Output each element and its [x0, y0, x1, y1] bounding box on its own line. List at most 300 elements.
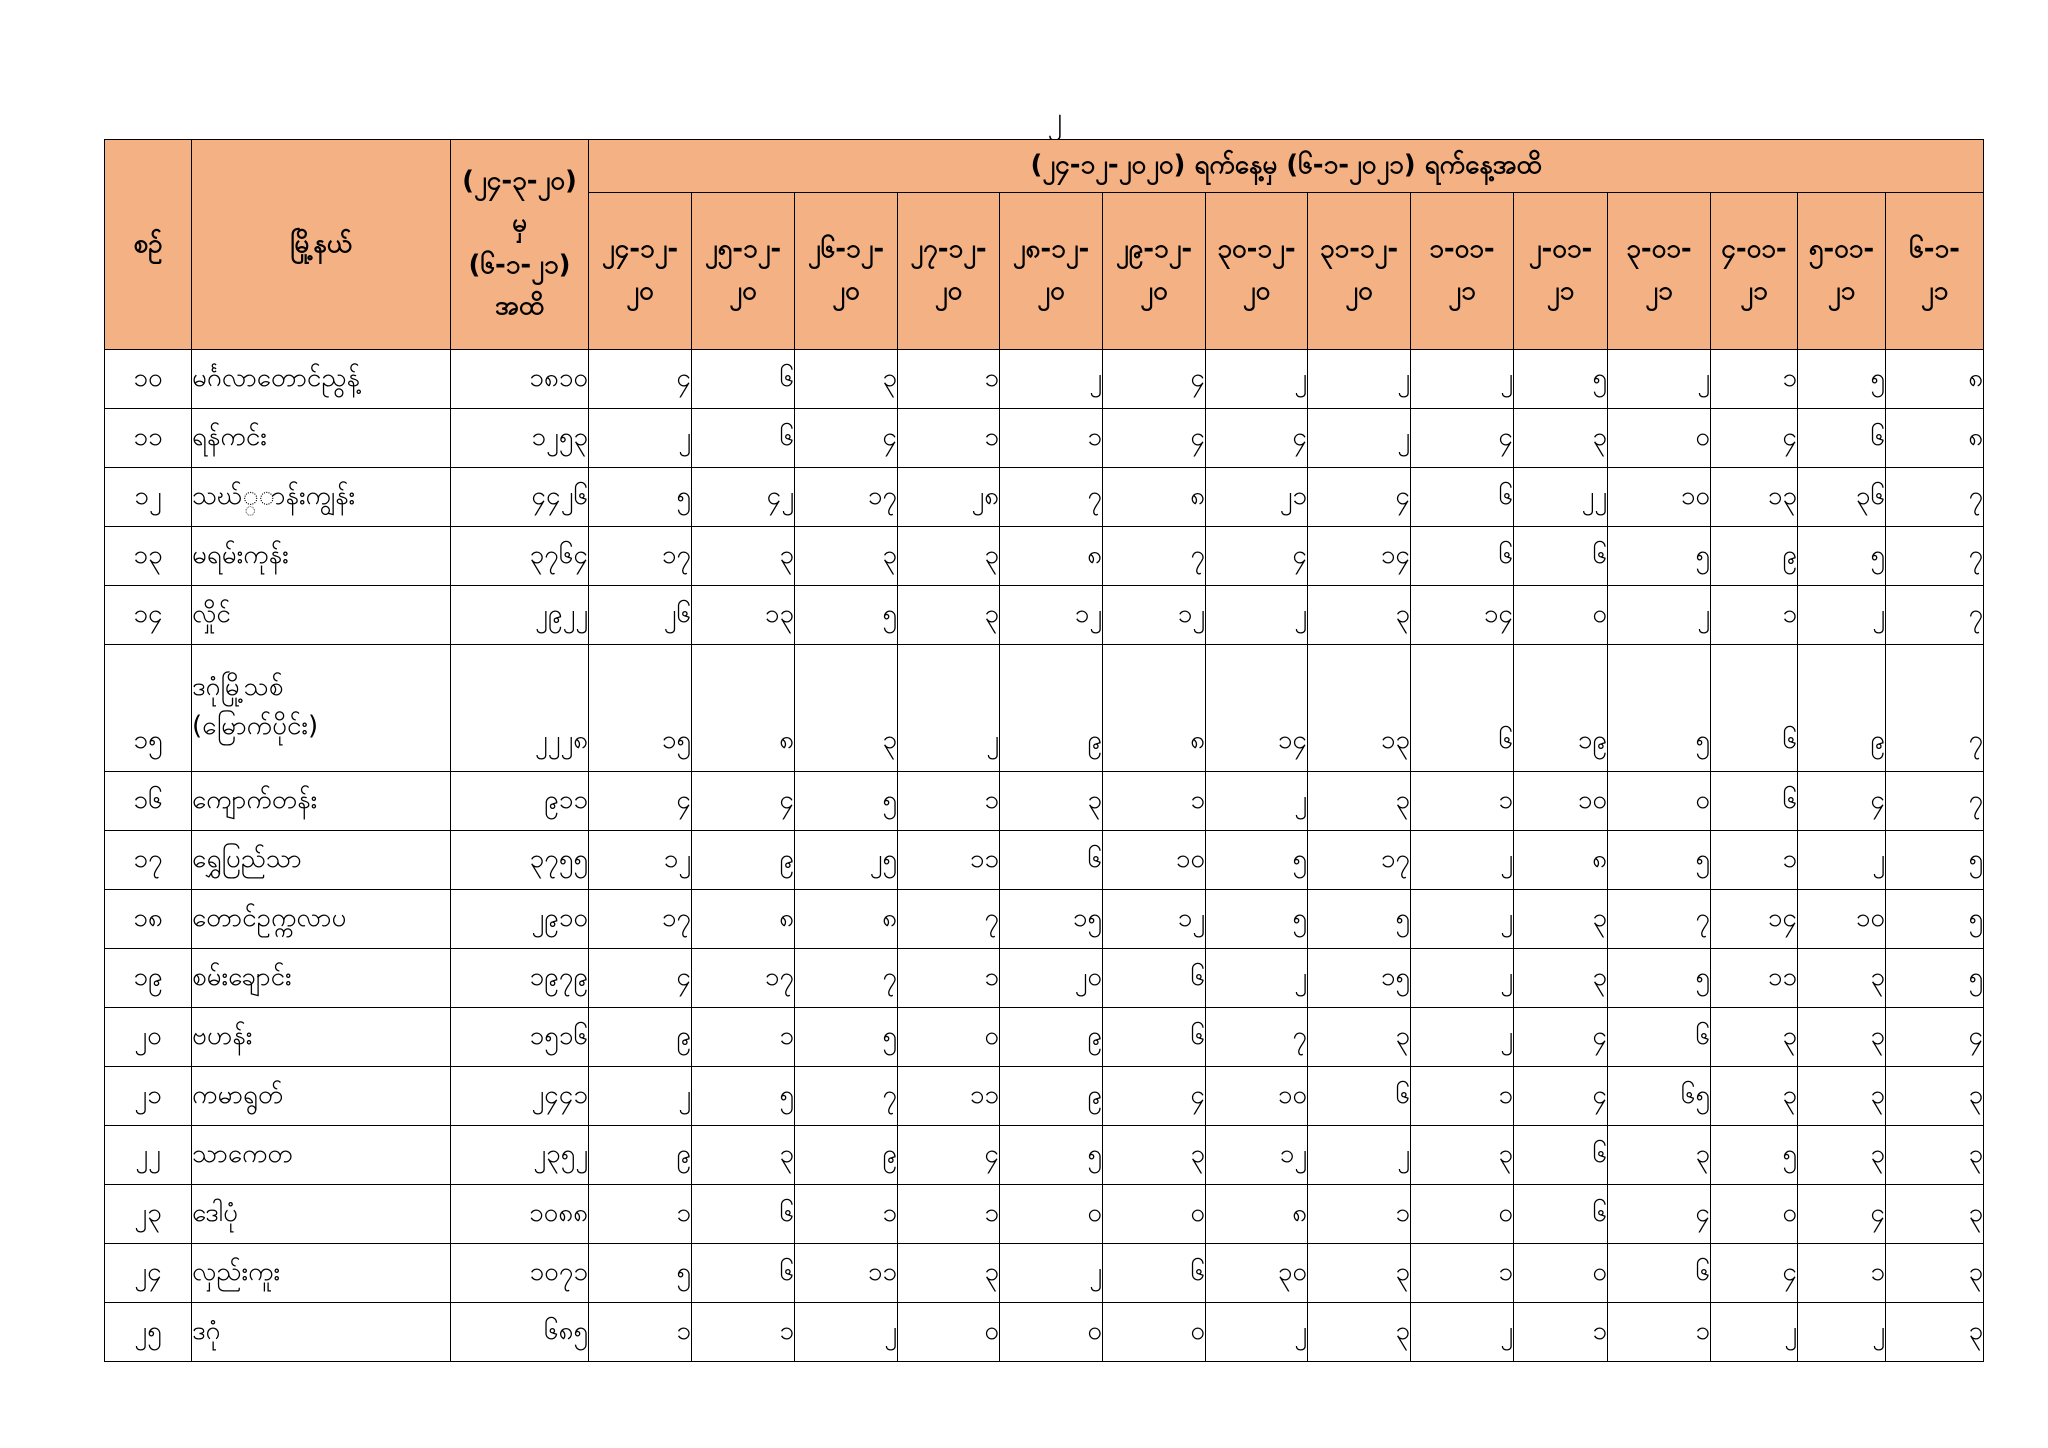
serial-cell: ၁၃	[105, 527, 192, 586]
daily-count-cell: ၁	[898, 949, 1000, 1008]
header-date-line2: ၂၁	[1645, 276, 1673, 306]
total-cell: ၂၉၁၀	[451, 890, 589, 949]
serial-cell: ၁၅	[105, 645, 192, 772]
daily-count-cell: ၅	[1608, 645, 1711, 772]
daily-count-cell: ၉	[692, 831, 795, 890]
header-date-line1: ၃-၀၁-	[1626, 234, 1692, 265]
daily-count-cell: ၁	[898, 350, 1000, 409]
daily-count-cell: ၂	[795, 1303, 898, 1362]
daily-count-cell: ၃	[1711, 1008, 1798, 1067]
daily-count-cell: ၃	[1308, 772, 1411, 831]
header-serial: စဉ်	[105, 140, 192, 350]
total-cell: ၄၄၂၆	[451, 468, 589, 527]
header-date	[589, 193, 692, 350]
daily-count-cell: ၃	[1308, 1244, 1411, 1303]
header-date-line1: ၁-၀၁-	[1429, 234, 1495, 265]
table-row	[105, 1244, 1984, 1303]
header-date-line1: ၄-၀၁-	[1721, 234, 1787, 265]
township-name-line: (မြောက်ပိုင်း)	[192, 711, 319, 741]
daily-count-cell: ၂	[1206, 949, 1308, 1008]
daily-count-cell: ၃	[1514, 949, 1608, 1008]
header-date-line2: ၂၁	[1920, 276, 1949, 306]
township-name-line: ကျောက်တန်း	[192, 784, 318, 815]
serial-cell: ၂၅	[105, 1303, 192, 1362]
daily-count-cell: ၀	[1411, 1185, 1514, 1244]
daily-count-cell: ၁၀	[1103, 831, 1206, 890]
daily-count-cell: ၂	[1411, 350, 1514, 409]
total-cell: ၁၂၅၃	[451, 409, 589, 468]
table-row	[105, 468, 1984, 527]
township-cell	[192, 1008, 451, 1067]
daily-count-cell: ၄	[589, 949, 692, 1008]
daily-count-cell: ၆	[692, 409, 795, 468]
daily-count-cell: ၄	[589, 350, 692, 409]
daily-count-cell: ၃	[1886, 1185, 1984, 1244]
township-cell	[192, 949, 451, 1008]
daily-count-cell: ၈	[1206, 1185, 1308, 1244]
header-date-line1: ၂၆-၁၂-	[807, 234, 885, 265]
daily-count-cell: ၁၂	[1000, 586, 1103, 645]
daily-count-cell: ၁၀	[1514, 772, 1608, 831]
daily-count-cell: ၂	[1206, 586, 1308, 645]
header-date	[1514, 193, 1608, 350]
daily-count-cell: ၆၅	[1608, 1067, 1711, 1126]
daily-count-cell: ၉	[1798, 645, 1886, 772]
table-body	[105, 350, 1984, 1362]
daily-count-cell: ၅	[1000, 1126, 1103, 1185]
header-date-line2: ၂၁	[1827, 276, 1856, 306]
serial-cell: ၂၀	[105, 1008, 192, 1067]
daily-count-cell: ၃	[1514, 409, 1608, 468]
township-cell	[192, 772, 451, 831]
header-date-line1: ၅-၀၁-	[1808, 234, 1875, 265]
daily-count-cell: ၀	[1711, 1185, 1798, 1244]
daily-count-cell: ၆	[1798, 409, 1886, 468]
daily-count-cell: ၁	[692, 1303, 795, 1362]
serial-cell: ၂၃	[105, 1185, 192, 1244]
daily-count-cell: ၃	[898, 1244, 1000, 1303]
daily-count-cell: ၈	[1886, 350, 1984, 409]
header-date	[1206, 193, 1308, 350]
daily-count-cell: ၃	[1798, 1008, 1886, 1067]
daily-count-cell: ၃	[1000, 772, 1103, 831]
header-date-line2: ၂၀	[1140, 276, 1168, 306]
daily-count-cell: ၈	[1886, 409, 1984, 468]
daily-count-cell: ၅	[1886, 831, 1984, 890]
daily-count-cell: ၁၅	[589, 645, 692, 772]
daily-count-cell: ၅	[1711, 1126, 1798, 1185]
daily-count-cell: ၂	[1798, 586, 1886, 645]
table-row	[105, 586, 1984, 645]
table-row	[105, 409, 1984, 468]
daily-count-cell: ၂၅	[795, 831, 898, 890]
total-cell: ၂၉၂၂	[451, 586, 589, 645]
total-cell: ၂၄၄၁	[451, 1067, 589, 1126]
township-cell	[192, 1244, 451, 1303]
daily-count-cell: ၆	[1514, 527, 1608, 586]
daily-count-cell: ၆	[1608, 1008, 1711, 1067]
serial-cell: ၂၄	[105, 1244, 192, 1303]
township-cell	[192, 586, 451, 645]
daily-count-cell: ၃	[1798, 1126, 1886, 1185]
daily-count-cell: ၁၄	[1206, 645, 1308, 772]
daily-count-cell: ၁	[898, 1185, 1000, 1244]
daily-count-cell: ၈	[1103, 645, 1206, 772]
township-cell	[192, 1303, 451, 1362]
daily-count-cell: ၉	[589, 1008, 692, 1067]
daily-count-cell: ၆	[1411, 468, 1514, 527]
daily-count-cell: ၄	[1308, 468, 1411, 527]
header-date-line1: ၂၅-၁၂-	[704, 234, 782, 265]
daily-count-cell: ၄	[1711, 1244, 1798, 1303]
daily-count-cell: ၂	[1206, 772, 1308, 831]
township-name-line: တောင်ဥက္ကလာပ	[192, 902, 347, 933]
township-cell	[192, 890, 451, 949]
daily-count-cell: ၁၅	[1000, 890, 1103, 949]
header-date-line2: ၂၀	[626, 276, 654, 306]
daily-count-cell: ၃	[898, 527, 1000, 586]
township-name-line: ရန်ကင်း	[192, 421, 267, 452]
header-date-line1: ၃၀-၁၂-	[1217, 234, 1296, 265]
daily-count-cell: ၂	[1608, 586, 1711, 645]
daily-count-cell: ၉	[1711, 527, 1798, 586]
daily-count-cell: ၇	[1886, 527, 1984, 586]
total-cell: ၁၀၇၁	[451, 1244, 589, 1303]
total-cell: ၆၈၅	[451, 1303, 589, 1362]
daily-count-cell: ၂	[1206, 350, 1308, 409]
header-date-line1: ၃၁-၁၂-	[1319, 234, 1399, 265]
township-cell	[192, 468, 451, 527]
header-date	[1000, 193, 1103, 350]
daily-count-cell: ၂	[1411, 1303, 1514, 1362]
daily-count-cell: ၇	[1608, 890, 1711, 949]
daily-count-cell: ၃	[1514, 890, 1608, 949]
daily-count-cell: ၈	[795, 890, 898, 949]
daily-count-cell: ၄	[589, 772, 692, 831]
total-cell: ၁၅၁၆	[451, 1008, 589, 1067]
daily-count-cell: ၇	[898, 890, 1000, 949]
daily-count-cell: ၁	[1608, 1303, 1711, 1362]
daily-count-cell: ၉	[795, 1126, 898, 1185]
daily-count-cell: ၂၆	[589, 586, 692, 645]
daily-count-cell: ၁	[589, 1303, 692, 1362]
daily-count-cell: ၁၃	[692, 586, 795, 645]
daily-count-cell: ၃	[795, 350, 898, 409]
daily-count-cell: ၁၇	[692, 949, 795, 1008]
daily-count-cell: ၄	[1798, 772, 1886, 831]
daily-count-cell: ၅	[1798, 350, 1886, 409]
header-date	[1411, 193, 1514, 350]
daily-count-cell: ၃	[1886, 1126, 1984, 1185]
daily-count-cell: ၆	[1103, 1008, 1206, 1067]
daily-count-cell: ၀	[1514, 586, 1608, 645]
daily-count-cell: ၆	[1103, 949, 1206, 1008]
daily-count-cell: ၂	[1000, 1244, 1103, 1303]
header-date	[1886, 193, 1984, 350]
total-cell: ၁၈၁၀	[451, 350, 589, 409]
daily-count-cell: ၃	[692, 527, 795, 586]
daily-count-cell: ၃	[1711, 1067, 1798, 1126]
header-date	[1308, 193, 1411, 350]
daily-count-cell: ၃၀	[1206, 1244, 1308, 1303]
table-row	[105, 949, 1984, 1008]
total-cell: ၃၇၅၅	[451, 831, 589, 890]
daily-count-cell: ၁	[589, 1185, 692, 1244]
township-name-line: ဒေါပုံ	[192, 1197, 238, 1228]
daily-count-cell: ၁	[1000, 409, 1103, 468]
daily-count-cell: ၄	[795, 409, 898, 468]
table-row	[105, 890, 1984, 949]
daily-count-cell: ၃	[795, 645, 898, 772]
daily-count-cell: ၂	[1711, 1303, 1798, 1362]
daily-count-cell: ၅	[1608, 949, 1711, 1008]
header-date-line2: ၂၀	[832, 276, 860, 306]
daily-count-cell: ၁၀	[1608, 468, 1711, 527]
daily-count-cell: ၁	[692, 1008, 795, 1067]
township-name-line: မင်္ဂလာတောင်ညွန့်	[192, 362, 360, 393]
daily-count-cell: ၃	[1798, 949, 1886, 1008]
serial-cell: ၁၇	[105, 831, 192, 890]
daily-count-cell: ၄	[1103, 350, 1206, 409]
daily-count-cell: ၀	[1514, 1244, 1608, 1303]
header-date-line2: ၂၀	[934, 276, 963, 306]
daily-count-cell: ၀	[1103, 1303, 1206, 1362]
daily-count-cell: ၁၇	[795, 468, 898, 527]
township-name-line: ရွှေပြည်သာ	[192, 843, 302, 874]
header-date-line2: ၂၀	[1345, 276, 1373, 306]
daily-count-cell: ၂	[1608, 350, 1711, 409]
total-cell: ၁၀၈၈	[451, 1185, 589, 1244]
township-cell	[192, 409, 451, 468]
daily-count-cell: ၅	[1798, 527, 1886, 586]
daily-count-cell: ၄	[898, 1126, 1000, 1185]
serial-cell: ၁၂	[105, 468, 192, 527]
township-name-line: မရမ်းကုန်း	[192, 539, 289, 570]
daily-count-cell: ၆	[1514, 1185, 1608, 1244]
table-row	[105, 772, 1984, 831]
daily-count-cell: ၆	[692, 1244, 795, 1303]
daily-count-cell: ၀	[1608, 772, 1711, 831]
daily-count-cell: ၅	[1308, 890, 1411, 949]
daily-count-cell: ၃	[1608, 1126, 1711, 1185]
daily-count-cell: ၆	[1711, 645, 1798, 772]
daily-count-cell: ၄	[692, 772, 795, 831]
daily-count-cell: ၁၇	[589, 890, 692, 949]
daily-count-cell: ၃	[1886, 1244, 1984, 1303]
township-name-line: သာကေတ	[192, 1138, 293, 1169]
daily-count-cell: ၇	[1103, 527, 1206, 586]
table-header	[105, 140, 1984, 350]
daily-count-cell: ၇	[1000, 468, 1103, 527]
table-row	[105, 527, 1984, 586]
daily-count-cell: ၁၂	[1103, 890, 1206, 949]
header-period	[451, 140, 589, 350]
daily-count-cell: ၀	[1103, 1185, 1206, 1244]
header-date-line1: ၂-၀၁-	[1528, 234, 1593, 265]
header-date	[795, 193, 898, 350]
daily-count-cell: ၀	[1608, 409, 1711, 468]
township-name-line: ဒဂုံမြို့သစ်	[192, 672, 284, 702]
daily-count-cell: ၂	[1308, 350, 1411, 409]
daily-count-cell: ၃	[1103, 1126, 1206, 1185]
table-row	[105, 831, 1984, 890]
daily-count-cell: ၂	[1308, 409, 1411, 468]
daily-count-cell: ၂	[898, 645, 1000, 772]
daily-count-cell: ၁၃	[1711, 468, 1798, 527]
header-date-line2: ၂၁	[1740, 276, 1768, 306]
daily-count-cell: ၁	[1514, 1303, 1608, 1362]
daily-count-cell: ၆	[1103, 1244, 1206, 1303]
daily-count-cell: ၆	[1608, 1244, 1711, 1303]
township-cell	[192, 645, 451, 772]
covid-cases-table	[104, 139, 1984, 1362]
serial-cell: ၁၆	[105, 772, 192, 831]
daily-count-cell: ၆	[1711, 772, 1798, 831]
daily-count-cell: ၄	[1711, 409, 1798, 468]
table-row	[105, 1303, 1984, 1362]
serial-cell: ၁၈	[105, 890, 192, 949]
daily-count-cell: ၇	[1886, 586, 1984, 645]
daily-count-cell: ၁	[1411, 1067, 1514, 1126]
header-daily-span-title: (၂၄-၁၂-၂၀၂၀) ရက်နေ့မှ (၆-၁-၂၀၂၁) ရက်နေ့အထိ	[589, 140, 1984, 193]
header-date	[1103, 193, 1206, 350]
daily-count-cell: ၅	[795, 772, 898, 831]
daily-count-cell: ၃	[1411, 1126, 1514, 1185]
serial-cell: ၂၁	[105, 1067, 192, 1126]
daily-count-cell: ၆	[1308, 1067, 1411, 1126]
daily-count-cell: ၄	[1608, 1185, 1711, 1244]
daily-count-cell: ၄၂	[692, 468, 795, 527]
daily-count-cell: ၃	[1886, 1067, 1984, 1126]
daily-count-cell: ၆	[1000, 831, 1103, 890]
header-date-line2: ၂၀	[729, 276, 757, 306]
daily-count-cell: ၁၄	[1308, 527, 1411, 586]
daily-count-cell: ၅	[1886, 949, 1984, 1008]
township-cell	[192, 350, 451, 409]
daily-count-cell: ၈	[1103, 468, 1206, 527]
township-name-line: ဗဟန်း	[192, 1020, 253, 1051]
daily-count-cell: ၁	[898, 409, 1000, 468]
serial-cell: ၁၁	[105, 409, 192, 468]
header-date-line2: ၂၁	[1448, 276, 1476, 306]
daily-count-cell: ၉	[1000, 645, 1103, 772]
daily-count-cell: ၅	[589, 1244, 692, 1303]
serial-cell: ၁၄	[105, 586, 192, 645]
daily-count-cell: ၄	[1103, 1067, 1206, 1126]
daily-count-cell: ၂	[1206, 1303, 1308, 1362]
daily-count-cell: ၀	[898, 1303, 1000, 1362]
township-cell	[192, 1126, 451, 1185]
daily-count-cell: ၁	[1411, 772, 1514, 831]
daily-count-cell: ၁၇	[589, 527, 692, 586]
daily-count-cell: ၂	[1798, 831, 1886, 890]
daily-count-cell: ၃	[1308, 1303, 1411, 1362]
daily-count-cell: ၅	[692, 1067, 795, 1126]
daily-count-cell: ၁	[1411, 1244, 1514, 1303]
daily-count-cell: ၃	[795, 527, 898, 586]
township-cell	[192, 831, 451, 890]
township-cell	[192, 1185, 451, 1244]
daily-count-cell: ၁၄	[1711, 890, 1798, 949]
table-row	[105, 1008, 1984, 1067]
table-row	[105, 350, 1984, 409]
table-row	[105, 1126, 1984, 1185]
daily-count-cell: ၂	[589, 409, 692, 468]
daily-count-cell: ၅	[1886, 890, 1984, 949]
total-cell: ၂၂၂၈	[451, 645, 589, 772]
daily-count-cell: ၆	[1411, 527, 1514, 586]
total-cell: ၉၁၁	[451, 772, 589, 831]
daily-count-cell: ၁၉	[1514, 645, 1608, 772]
daily-count-cell: ၀	[1000, 1303, 1103, 1362]
daily-count-cell: ၆	[692, 350, 795, 409]
daily-count-cell: ၅	[589, 468, 692, 527]
daily-count-cell: ၇	[795, 1067, 898, 1126]
daily-count-cell: ၁၃	[1308, 645, 1411, 772]
daily-count-cell: ၁၇	[1308, 831, 1411, 890]
township-name-line: သဃ်္ာန်းကျွန်း	[192, 480, 356, 511]
header-date-line2: ၂၀	[1037, 276, 1065, 306]
daily-count-cell: ၀	[898, 1008, 1000, 1067]
daily-count-cell: ၂	[1308, 1126, 1411, 1185]
daily-count-cell: ၁၀	[1206, 1067, 1308, 1126]
header-period-line3: (၆-၁-၂၁)	[468, 249, 571, 280]
daily-count-cell: ၄	[1886, 1008, 1984, 1067]
daily-count-cell: ၂၂	[1514, 468, 1608, 527]
daily-count-cell: ၁၂	[1103, 586, 1206, 645]
daily-count-cell: ၁၂	[589, 831, 692, 890]
daily-count-cell: ၅	[1514, 350, 1608, 409]
daily-count-cell: ၇	[1886, 645, 1984, 772]
header-date	[1608, 193, 1711, 350]
daily-count-cell: ၂	[1411, 890, 1514, 949]
daily-count-cell: ၁	[1711, 586, 1798, 645]
serial-cell: ၂၂	[105, 1126, 192, 1185]
header-date	[692, 193, 795, 350]
header-period-line4: အထိ	[494, 291, 544, 322]
daily-count-cell: ၂	[1411, 831, 1514, 890]
header-period-line2: မှ	[512, 207, 527, 238]
daily-count-cell: ၂	[589, 1067, 692, 1126]
header-date-line1: ၂၈-၁၂-	[1012, 234, 1090, 265]
daily-count-cell: ၁၁	[1711, 949, 1798, 1008]
daily-count-cell: ၁	[1711, 831, 1798, 890]
daily-count-cell: ၁၅	[1308, 949, 1411, 1008]
daily-count-cell: ၁	[795, 1185, 898, 1244]
daily-count-cell: ၅	[1206, 890, 1308, 949]
table-row	[105, 645, 1984, 772]
daily-count-cell: ၁၂	[1206, 1126, 1308, 1185]
serial-cell: ၁၀	[105, 350, 192, 409]
daily-count-cell: ၈	[1000, 527, 1103, 586]
daily-count-cell: ၂	[1411, 1008, 1514, 1067]
header-period-line1: (၂၄-၃-၂၀)	[462, 166, 577, 197]
header-township: မြို့နယ်	[192, 140, 451, 350]
serial-cell: ၁၉	[105, 949, 192, 1008]
daily-count-cell: ၁	[1711, 350, 1798, 409]
daily-count-cell: ၃	[1798, 1067, 1886, 1126]
township-name-line: စမ်းချောင်း	[192, 961, 292, 992]
daily-count-cell: ၁	[1308, 1185, 1411, 1244]
daily-count-cell: ၁၄	[1411, 586, 1514, 645]
daily-count-cell: ၆	[1411, 645, 1514, 772]
township-cell	[192, 527, 451, 586]
header-date	[1798, 193, 1886, 350]
daily-count-cell: ၅	[1206, 831, 1308, 890]
daily-count-cell: ၁၁	[795, 1244, 898, 1303]
total-cell: ၃၇၆၄	[451, 527, 589, 586]
daily-count-cell: ၃	[692, 1126, 795, 1185]
